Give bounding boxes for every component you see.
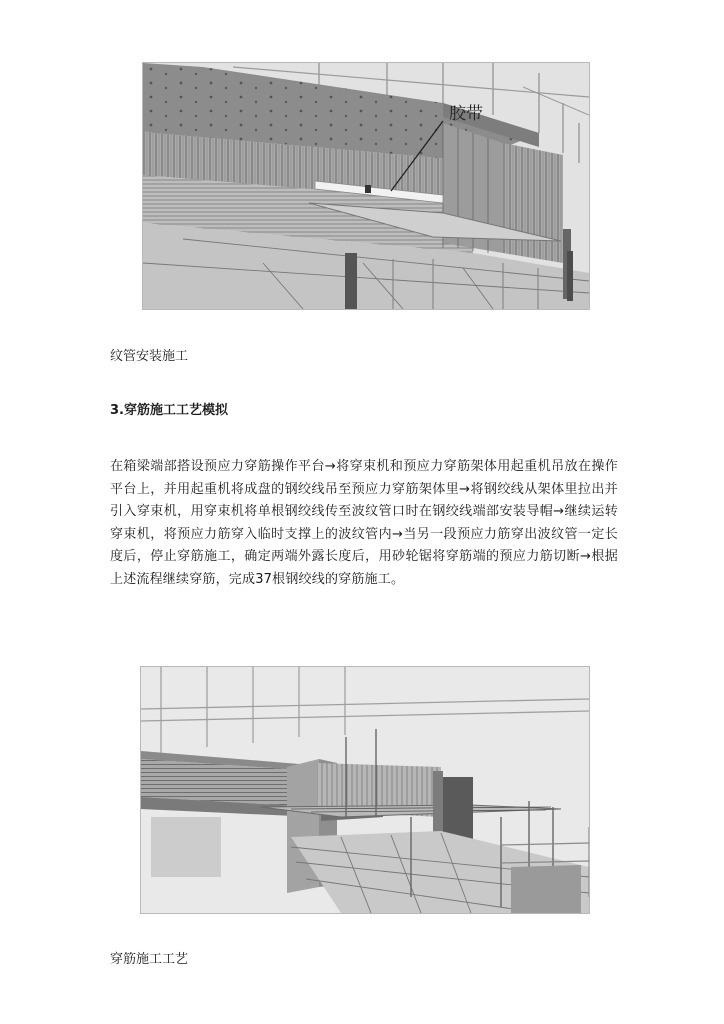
section-paragraph: 在箱梁端部搭设预应力穿筋操作平台→将穿束机和预应力穿筋架体用起重机吊放在操作平台上，并用起重机将成盘的钢绞线吊至预应力穿筋架体里→将钢绞线从架体里拉出并引入穿束机，用穿束机将单根钢绞线传至波纹管口时在钢绞线端部安装导帽→继续运转穿束机，将预应力筋穿入临时支撑上的波纹管内→当另一段预应力筋穿出波纹管一定长度后，停止穿筋施工，确定两端外露长度后，用砂轮锯将穿筋端的预应力筋切断→根据上述流程继续穿筋，完成37根钢绞线的穿筋施工。 — [110, 459, 618, 587]
figure-1-annotation-label: 胶带 — [449, 104, 483, 124]
figure-corrugated-pipe-installation — [142, 62, 590, 310]
figure-2-caption: 穿筋施工工艺 — [110, 952, 189, 967]
figure-2-illustration — [141, 667, 589, 913]
section-heading: 3.穿筋施工工艺模拟 — [110, 403, 228, 418]
figure-1-illustration — [143, 63, 589, 309]
figure-tendon-threading — [140, 666, 590, 914]
figure-1-caption: 纹管安装施工 — [110, 349, 189, 364]
